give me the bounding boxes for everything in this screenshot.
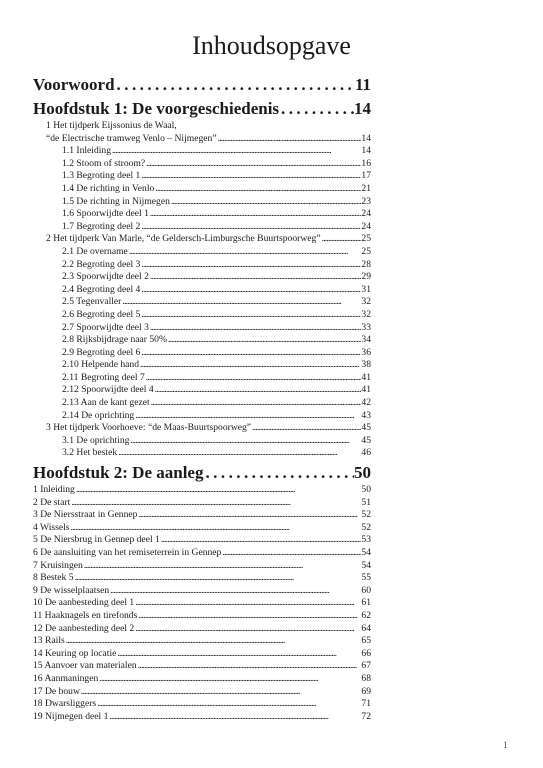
toc-entry-label: Hoofdstuk 2: De aanleg — [33, 463, 204, 483]
toc-entry — [33, 585, 371, 598]
toc-entry-label: 2.2 Begroting deel 3 — [62, 258, 141, 270]
toc-leader-dots — [141, 284, 361, 297]
toc-entry-label: 2.4 Begroting deel 4 — [62, 283, 141, 295]
toc-entry — [33, 208, 371, 221]
toc-entry-page: 38 — [361, 359, 371, 371]
toc-leader-dots — [84, 560, 362, 573]
toc-entry-label: 1 Het tijdperk Eijssonius de Waal, — [46, 120, 177, 131]
toc-entry-label: 8 Bestek 5 — [33, 572, 74, 584]
toc-entry — [33, 635, 371, 648]
toc-entry — [33, 410, 371, 423]
toc-entry-label: 1 Inleiding — [33, 484, 75, 496]
toc-entry — [33, 547, 371, 560]
toc-entry-label: 2.9 Begroting deel 6 — [62, 346, 141, 358]
toc-entry-label: 4 Wissels — [33, 521, 70, 533]
toc-leader-dots — [118, 447, 361, 460]
toc-entry-label: 5 De Niersbrug in Gennep deel 1 — [33, 534, 160, 546]
toc-entry-page: 66 — [361, 647, 371, 659]
toc-entry-page: 50 — [361, 484, 371, 496]
toc-leader-dots — [141, 259, 361, 272]
toc-chapter-entry — [33, 98, 371, 120]
table-of-contents — [33, 72, 371, 723]
toc-entry-page: 64 — [361, 622, 371, 634]
toc-entry-page: 41 — [361, 384, 371, 396]
toc-entry-label: 2.12 Spoorwijdte deel 4 — [62, 384, 154, 396]
toc-entry — [33, 145, 371, 158]
toc-chapter-entry — [33, 74, 371, 96]
toc-entry — [33, 196, 371, 209]
toc-entry-label: 1.1 Inleiding — [62, 145, 112, 157]
toc-entry-page: 16 — [361, 157, 371, 169]
toc-entry-page: 62 — [361, 609, 371, 621]
toc-entry-label: 2 Het tijdperk Van Marle, “de Geldersch-Limburgsche Buurtspoorweg” — [46, 233, 321, 245]
toc-leader-dots — [97, 698, 361, 711]
toc-entry — [33, 133, 371, 146]
toc-leader-dots — [122, 296, 361, 309]
toc-entry — [33, 447, 371, 460]
toc-entry-page: 46 — [361, 447, 371, 459]
toc-entry-page: 36 — [361, 346, 371, 358]
toc-entry-label: 1.5 De richting in Nijmegen — [62, 195, 170, 207]
toc-entry — [33, 233, 371, 246]
toc-leader-dots — [150, 271, 362, 284]
toc-entry-label: 2.14 De oprichting — [62, 409, 135, 421]
toc-leader-dots — [70, 522, 361, 535]
toc-entry-label: Hoofdstuk 1: De voorgeschiedenis — [33, 99, 280, 118]
toc-leader-dots — [141, 221, 361, 234]
toc-leader-dots — [135, 597, 361, 610]
toc-entry — [33, 673, 371, 686]
toc-leader-dots — [155, 384, 362, 397]
toc-leader-dots — [205, 462, 354, 484]
toc-entry — [33, 610, 371, 623]
toc-entry — [33, 384, 371, 397]
toc-entry-page: 42 — [361, 397, 371, 409]
toc-entry — [33, 372, 371, 385]
toc-entry-page: 52 — [361, 521, 371, 533]
toc-entry — [33, 296, 371, 309]
toc-entry-label: 17 De bouw — [33, 685, 80, 697]
toc-leader-dots — [141, 309, 361, 322]
toc-entry-page: 71 — [361, 698, 371, 710]
toc-leader-dots — [112, 145, 361, 158]
toc-entry-label: 2.5 Tegenvaller — [62, 296, 122, 308]
toc-entry-label: 1.3 Begroting deel 1 — [62, 170, 141, 182]
toc-entry-page: 14 — [361, 132, 371, 144]
toc-entry — [33, 246, 371, 259]
toc-entry-page: 68 — [361, 672, 371, 684]
toc-entry-page: 11 — [354, 75, 371, 94]
toc-entry — [33, 660, 371, 673]
toc-leader-dots — [171, 196, 361, 209]
toc-entry — [33, 648, 371, 661]
toc-leader-dots — [150, 322, 362, 335]
toc-entry-label: 9 De wisselplaatsen — [33, 584, 110, 596]
toc-entry-label: 14 Keuring op locatie — [33, 647, 117, 659]
toc-entry-page: 34 — [361, 334, 371, 346]
toc-entry-page: 25 — [361, 233, 371, 245]
toc-entry — [33, 560, 371, 573]
toc-leader-dots — [117, 74, 355, 96]
toc-entry — [33, 572, 371, 585]
toc-leader-dots — [146, 158, 361, 171]
toc-entry — [33, 623, 371, 636]
toc-entry — [33, 497, 371, 510]
toc-entry — [33, 509, 371, 522]
toc-entry-page: 32 — [361, 308, 371, 320]
toc-entry — [33, 534, 371, 547]
toc-entry-label: 2.6 Begroting deel 5 — [62, 308, 141, 320]
toc-leader-dots — [75, 572, 362, 585]
toc-leader-dots — [81, 686, 362, 699]
toc-entry-label: 3 De Niersstraat in Gennep — [33, 509, 138, 521]
toc-entry-label: 3.1 De oprichting — [62, 434, 130, 446]
toc-leader-dots — [168, 334, 361, 347]
toc-leader-dots — [222, 547, 361, 560]
toc-entry-page: 52 — [361, 509, 371, 521]
toc-entry-label: Voorwoord — [33, 75, 115, 94]
toc-entry-page: 29 — [361, 271, 371, 283]
toc-entry — [33, 522, 371, 535]
toc-entry-page: 24 — [361, 208, 371, 220]
toc-entry — [33, 422, 371, 435]
toc-entry-page: 67 — [361, 660, 371, 672]
toc-entry-label: 2.11 Begroting deel 7 — [62, 371, 145, 383]
toc-entry-page: 45 — [361, 422, 371, 434]
toc-entry — [33, 309, 371, 322]
toc-entry — [33, 359, 371, 372]
toc-entry-page: 54 — [361, 547, 371, 558]
toc-entry-label: “de Electrische tramweg Venlo – Nijmegen” — [46, 132, 217, 144]
toc-entry-page: 45 — [361, 434, 371, 446]
toc-leader-dots — [138, 610, 361, 623]
toc-entry-label: 1.7 Begroting deel 2 — [62, 220, 141, 232]
toc-leader-dots — [150, 208, 362, 221]
toc-entry-label: 19 Nijmegen deel 1 — [33, 710, 109, 722]
toc-entry-page: 14 — [361, 145, 371, 157]
toc-entry — [33, 271, 371, 284]
toc-entry-label: 18 Dwarsliggers — [33, 698, 97, 710]
toc-leader-dots — [130, 435, 361, 448]
toc-entry-page: 72 — [361, 710, 371, 722]
toc-entry-label: 2 De start — [33, 496, 71, 508]
toc-entry — [33, 284, 371, 297]
toc-entry — [33, 711, 371, 724]
toc-entry-page: 69 — [361, 685, 371, 697]
toc-entry-page: 41 — [361, 371, 371, 383]
toc-entry — [33, 322, 371, 335]
toc-entry-page: 24 — [361, 220, 371, 232]
toc-leader-dots — [141, 347, 361, 360]
toc-entry — [33, 221, 371, 234]
toc-leader-dots — [109, 711, 361, 724]
toc-entry-label: 13 Rails — [33, 635, 65, 647]
toc-entry-label: 2.7 Spoorwijdte deel 3 — [62, 321, 149, 333]
toc-entry-page: 17 — [361, 170, 371, 182]
toc-entry — [33, 686, 371, 699]
toc-leader-dots — [135, 410, 361, 423]
toc-leader-dots — [129, 246, 362, 259]
toc-entry — [33, 183, 371, 196]
toc-entry — [33, 484, 371, 497]
toc-entry-page: 31 — [361, 283, 371, 295]
toc-entry-label: 3.2 Het bestek — [62, 447, 118, 459]
toc-leader-dots — [218, 133, 362, 146]
toc-entry-label: 3 Het tijdperk Voorhoeve: “de Maas-Buurtspoorweg” — [46, 422, 252, 434]
page-number: 1 — [503, 740, 508, 750]
toc-entry-page: 53 — [361, 534, 371, 546]
toc-leader-dots — [135, 623, 361, 636]
toc-entry — [33, 698, 371, 711]
toc-leader-dots — [138, 509, 361, 522]
toc-entry-label: 2.1 De overname — [62, 245, 128, 257]
toc-entry-page: 33 — [361, 321, 371, 333]
toc-leader-dots — [151, 397, 362, 410]
toc-entry — [33, 397, 371, 410]
toc-entry-label: 7 Kruisingen — [33, 559, 83, 571]
toc-entry — [33, 597, 371, 610]
toc-entry — [33, 170, 371, 183]
toc-entry-page: 43 — [361, 409, 371, 421]
toc-entry-page: 54 — [361, 559, 371, 571]
toc-entry — [33, 120, 371, 133]
toc-entry-page: 28 — [361, 258, 371, 270]
toc-entry-label: 11 Haaknagels en tirefonds — [33, 609, 138, 621]
toc-entry-label: 2.8 Rijksbijdrage naar 50% — [62, 334, 167, 346]
toc-entry-label: 2.3 Spoorwijdte deel 2 — [62, 271, 149, 283]
toc-leader-dots — [140, 359, 361, 372]
toc-entry — [33, 435, 371, 448]
toc-leader-dots — [110, 585, 361, 598]
toc-leader-dots — [138, 660, 362, 673]
toc-leader-dots — [66, 635, 362, 648]
toc-chapter-entry — [33, 462, 371, 484]
toc-entry-label: 2.13 Aan de kant gezet — [62, 397, 150, 409]
toc-entry-label: 16 Aanmaningen — [33, 672, 99, 684]
toc-entry-page: 32 — [361, 296, 371, 308]
toc-entry-page: 51 — [361, 496, 371, 508]
toc-leader-dots — [252, 422, 361, 435]
toc-leader-dots — [141, 170, 361, 183]
toc-entry — [33, 334, 371, 347]
toc-leader-dots — [76, 484, 362, 497]
toc-entry-page: 65 — [361, 635, 371, 647]
toc-entry-page: 14 — [354, 99, 371, 118]
toc-entry-label: 10 De aanbesteding deel 1 — [33, 597, 135, 609]
toc-entry — [33, 347, 371, 360]
toc-leader-dots — [117, 648, 361, 661]
toc-entry-page: 50 — [354, 463, 371, 483]
toc-entry-page: 60 — [361, 584, 371, 596]
toc-entry-page: 55 — [361, 572, 371, 584]
toc-entry-label: 2.10 Helpende hand — [62, 359, 139, 371]
toc-entry-page: 61 — [361, 597, 371, 609]
toc-leader-dots — [99, 673, 361, 686]
toc-entry-label: 12 De aanbesteding deel 2 — [33, 622, 135, 634]
toc-leader-dots — [281, 98, 354, 120]
toc-leader-dots — [71, 497, 361, 510]
toc-entry — [33, 259, 371, 272]
toc-entry-label: 1.4 De richting in Venlo — [62, 182, 155, 194]
toc-entry-page: 23 — [361, 195, 371, 207]
toc-entry-page: 25 — [361, 245, 371, 257]
toc-entry-label: 1.2 Stoom of stroom? — [62, 157, 146, 169]
toc-entry-label: 15 Aanvoer van materialen — [33, 660, 137, 672]
toc-leader-dots — [161, 534, 362, 547]
page-title: Inhoudsopgave — [192, 31, 351, 60]
toc-leader-dots — [146, 372, 362, 385]
toc-entry-page: 21 — [361, 182, 371, 194]
toc-leader-dots — [155, 183, 361, 196]
toc-entry-label: 1.6 Spoorwijdte deel 1 — [62, 208, 149, 220]
toc-entry — [33, 158, 371, 171]
toc-entry-label: 6 De aansluiting van het remiseterrein in Gennep — [33, 547, 222, 558]
toc-leader-dots — [322, 233, 362, 246]
